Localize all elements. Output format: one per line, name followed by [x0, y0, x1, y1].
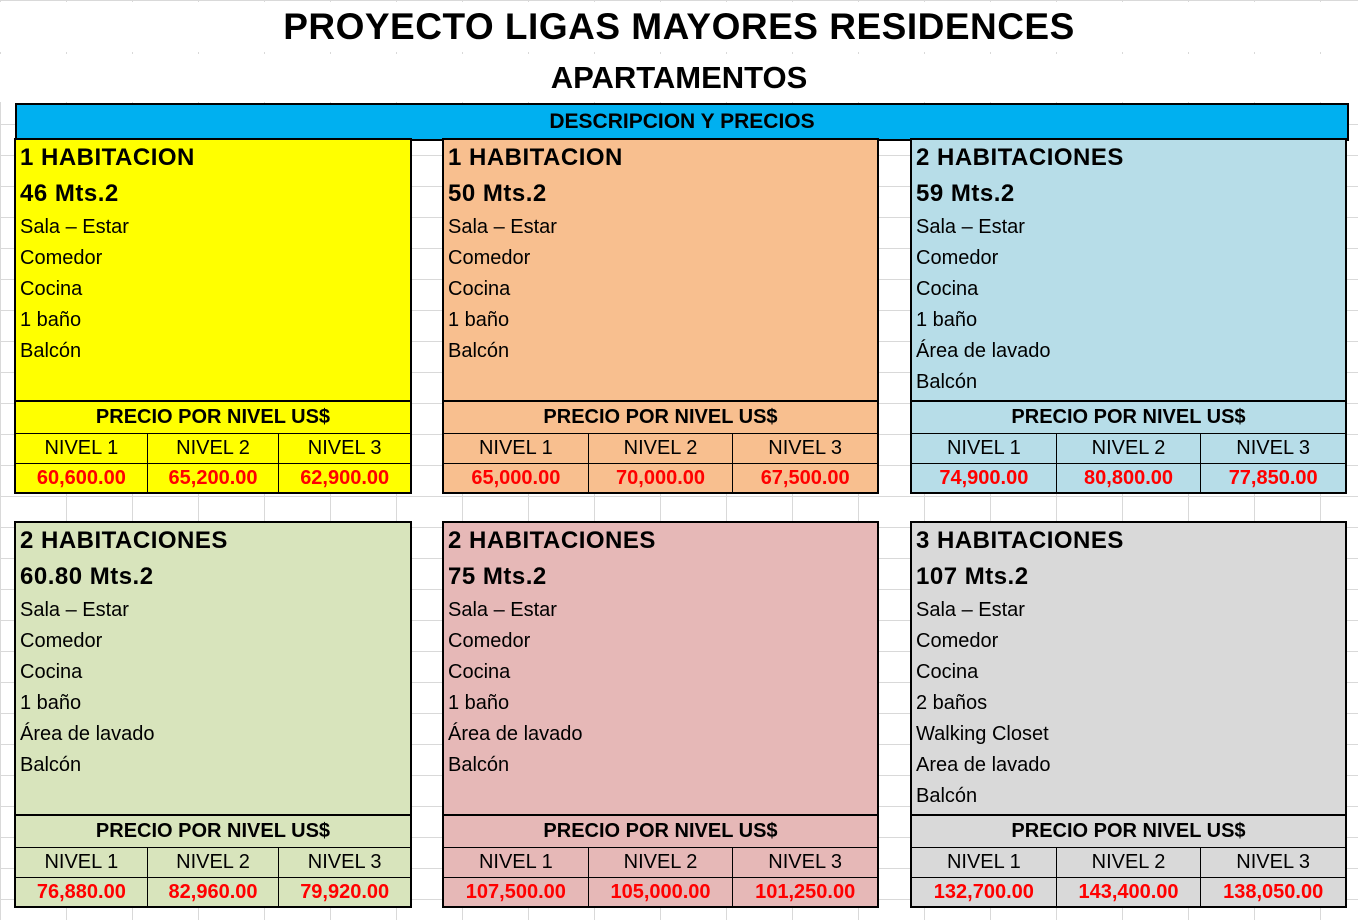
price-table [16, 814, 410, 906]
price-table [16, 400, 410, 492]
unit-feature: 2 baños [916, 692, 988, 714]
level-label: NIVEL 2 [589, 848, 734, 878]
unit-feature: Balcón [916, 371, 978, 393]
price-row [912, 878, 1345, 906]
unit-area: 75 Mts.2 [448, 563, 547, 590]
level-label: NIVEL 2 [1057, 434, 1202, 464]
unit-feature: Sala – Estar [916, 216, 1025, 238]
unit-description [444, 523, 877, 781]
unit-feature: 1 baño [448, 309, 510, 331]
unit-feature: Balcón [20, 754, 82, 776]
price-value: 65,200.00 [148, 464, 280, 492]
unit-description [912, 523, 1345, 812]
unit-feature: 1 baño [448, 692, 510, 714]
unit-card [442, 521, 879, 908]
unit-feature: Walking Closet [916, 723, 1049, 745]
unit-feature: Comedor [916, 630, 999, 652]
unit-feature: Balcón [20, 340, 82, 362]
unit-area: 60.80 Mts.2 [20, 563, 154, 590]
price-table [444, 814, 877, 906]
level-label: NIVEL 3 [1201, 434, 1345, 464]
price-table [912, 400, 1345, 492]
unit-feature: Cocina [20, 661, 83, 683]
price-value: 79,920.00 [300, 881, 390, 903]
price-table-header: PRECIO POR NIVEL US$ [912, 400, 1345, 434]
section-banner: DESCRIPCION Y PRECIOS [15, 103, 1349, 141]
unit-feature: Área de lavado [916, 340, 1051, 362]
unit-description [16, 140, 410, 367]
price-value: 101,250.00 [755, 881, 856, 903]
price-value: 67,500.00 [760, 467, 850, 489]
unit-feature: Área de lavado [448, 723, 583, 745]
level-label: NIVEL 3 [733, 434, 877, 464]
unit-feature: Área de lavado [20, 723, 155, 745]
price-value: 138,050.00 [1223, 881, 1324, 903]
unit-feature: 1 baño [20, 309, 82, 331]
unit-feature: Sala – Estar [448, 599, 557, 621]
unit-feature: Comedor [916, 247, 999, 269]
unit-feature: Cocina [916, 661, 979, 683]
unit-category: 2 HABITACIONES [20, 527, 228, 554]
unit-feature: Comedor [448, 247, 531, 269]
unit-category: 1 HABITACION [448, 144, 623, 171]
price-value: 65,000.00 [444, 464, 589, 492]
unit-feature: Cocina [916, 278, 979, 300]
price-table-header: PRECIO POR NIVEL US$ [444, 814, 877, 848]
page-title: PROYECTO LIGAS MAYORES RESIDENCES [0, 2, 1358, 52]
unit-card [14, 138, 412, 494]
unit-feature: 1 baño [20, 692, 82, 714]
price-table-header: PRECIO POR NIVEL US$ [16, 400, 410, 434]
unit-card [14, 521, 412, 908]
unit-feature: Balcón [448, 340, 510, 362]
unit-feature: Sala – Estar [20, 599, 129, 621]
price-table [912, 814, 1345, 906]
unit-category: 2 HABITACIONES [916, 144, 1124, 171]
level-label: NIVEL 1 [912, 848, 1057, 878]
price-value: 60,600.00 [16, 464, 148, 492]
level-label: NIVEL 3 [279, 848, 410, 878]
level-label: NIVEL 3 [1201, 848, 1345, 878]
price-row [444, 878, 877, 906]
level-label: NIVEL 2 [589, 434, 734, 464]
unit-feature: Cocina [20, 278, 83, 300]
unit-feature: Comedor [448, 630, 531, 652]
level-header-row [16, 848, 410, 878]
unit-area: 107 Mts.2 [916, 563, 1029, 590]
price-value: 74,900.00 [912, 464, 1057, 492]
level-header-row [16, 434, 410, 464]
level-label: NIVEL 2 [148, 848, 280, 878]
unit-feature: Sala – Estar [20, 216, 129, 238]
unit-feature: Comedor [20, 630, 103, 652]
price-table [444, 400, 877, 492]
price-table-header: PRECIO POR NIVEL US$ [912, 814, 1345, 848]
unit-feature: Comedor [20, 247, 103, 269]
unit-feature: Balcón [448, 754, 510, 776]
unit-card [910, 521, 1347, 908]
price-table-header: PRECIO POR NIVEL US$ [16, 814, 410, 848]
level-label: NIVEL 1 [16, 434, 148, 464]
unit-card [442, 138, 879, 494]
level-label: NIVEL 2 [1057, 848, 1202, 878]
unit-feature: Sala – Estar [448, 216, 557, 238]
price-value: 132,700.00 [912, 878, 1057, 906]
unit-area: 46 Mts.2 [20, 180, 119, 207]
price-value: 76,880.00 [16, 878, 148, 906]
level-label: NIVEL 2 [148, 434, 280, 464]
unit-category: 3 HABITACIONES [916, 527, 1124, 554]
level-header-row [912, 848, 1345, 878]
level-header-row [444, 848, 877, 878]
price-value: 105,000.00 [589, 878, 734, 906]
unit-description [912, 140, 1345, 398]
unit-description [444, 140, 877, 367]
price-value: 80,800.00 [1057, 464, 1202, 492]
price-row [912, 464, 1345, 492]
price-value: 107,500.00 [444, 878, 589, 906]
level-label: NIVEL 1 [912, 434, 1057, 464]
unit-category: 1 HABITACION [20, 144, 195, 171]
unit-feature: 1 baño [916, 309, 978, 331]
price-value: 77,850.00 [1228, 467, 1318, 489]
price-value: 82,960.00 [148, 878, 280, 906]
unit-feature: Balcón [916, 785, 978, 807]
unit-feature: Cocina [448, 661, 511, 683]
price-row [444, 464, 877, 492]
unit-feature: Cocina [448, 278, 511, 300]
level-label: NIVEL 1 [16, 848, 148, 878]
level-header-row [912, 434, 1345, 464]
unit-description [16, 523, 410, 781]
price-value: 62,900.00 [300, 467, 390, 489]
price-row [16, 464, 410, 492]
level-label: NIVEL 3 [279, 434, 410, 464]
unit-card [910, 138, 1347, 494]
level-label: NIVEL 1 [444, 434, 589, 464]
price-table-header: PRECIO POR NIVEL US$ [444, 400, 877, 434]
price-row [16, 878, 410, 906]
price-value: 143,400.00 [1057, 878, 1202, 906]
level-label: NIVEL 3 [733, 848, 877, 878]
page-subtitle: APARTAMENTOS [0, 54, 1358, 102]
unit-area: 50 Mts.2 [448, 180, 547, 207]
level-label: NIVEL 1 [444, 848, 589, 878]
unit-feature: Area de lavado [916, 754, 1051, 776]
level-header-row [444, 434, 877, 464]
price-value: 70,000.00 [589, 464, 734, 492]
unit-area: 59 Mts.2 [916, 180, 1015, 207]
unit-feature: Sala – Estar [916, 599, 1025, 621]
unit-category: 2 HABITACIONES [448, 527, 656, 554]
